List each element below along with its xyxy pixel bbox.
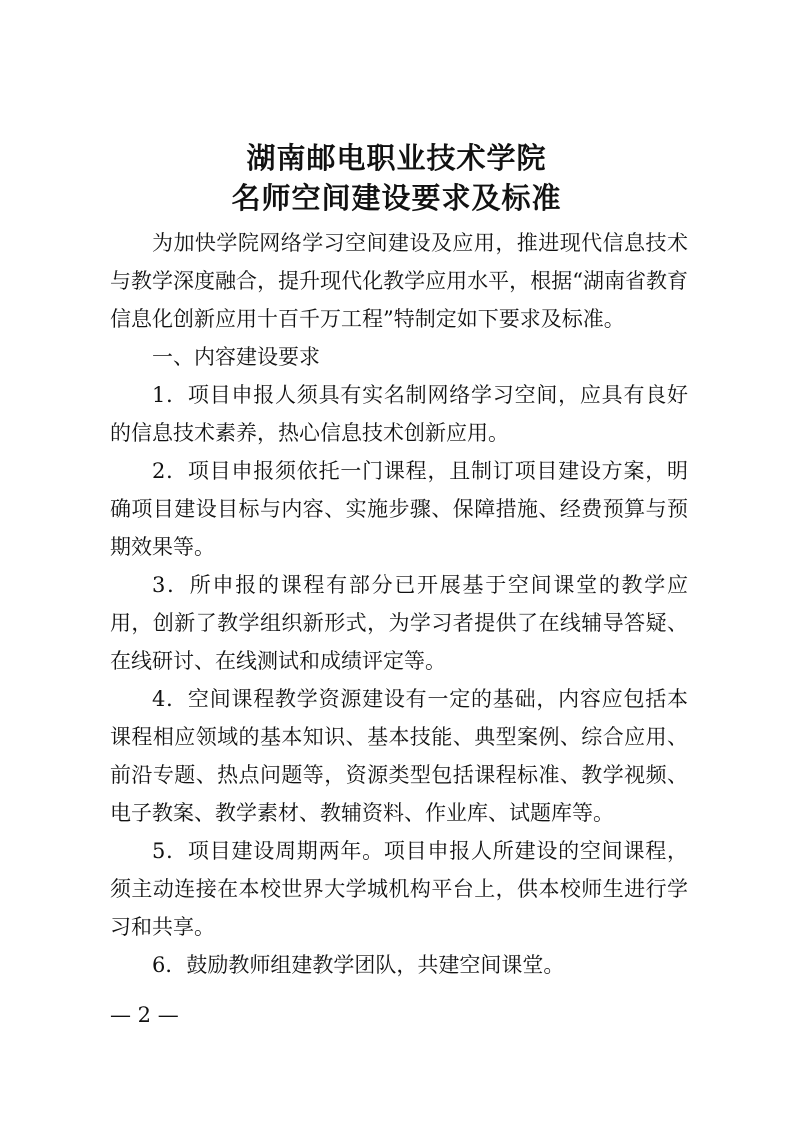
requirement-item-6: 6．鼓励教师组建教学团队，共建空间课堂。	[152, 953, 565, 977]
requirement-item-3: 3．所申报的课程有部分已开展基于空间课堂的教学应用，创新了教学组织新形式，为学习者提供了在线辅导答疑、在线研讨、在线测试和成绩评定等。	[110, 573, 688, 673]
title-line-institution: 湖南邮电职业技术学院	[246, 141, 547, 175]
intro-paragraph: 为加快学院网络学习空间建设及应用，推进现代信息技术与教学深度融合，提升现代化教学应用水平，根据“湖南省教育信息化创新应用十百千万工程”特制定如下要求及标准。	[110, 231, 688, 331]
document-title	[0, 138, 793, 218]
page-number: — 2 —	[110, 1003, 179, 1027]
document-body	[110, 224, 688, 984]
title-line-subject: 名师空间建设要求及标准	[231, 181, 562, 215]
requirement-item-1: 1．项目申报人须具有实名制网络学习空间，应具有良好的信息技术素养，热心信息技术创新应用。	[110, 383, 688, 445]
requirement-item-5: 5．项目建设周期两年。项目申报人所建设的空间课程，须主动连接在本校世界大学城机构平台上，供本校师生进行学习和共享。	[110, 839, 688, 939]
requirement-item-4: 4．空间课程教学资源建设有一定的基础，内容应包括本课程相应领域的基本知识、基本技能、典型案例、综合应用、前沿专题、热点问题等，资源类型包括课程标准、教学视频、电子教案、教学素材、教辅资料、作业库、试题库等。	[110, 687, 688, 825]
requirement-item-2: 2．项目申报须依托一门课程，且制订项目建设方案，明确项目建设目标与内容、实施步骤、保障措施、经费预算与预期效果等。	[110, 459, 688, 559]
section-heading: 一、内容建设要求	[152, 345, 320, 369]
